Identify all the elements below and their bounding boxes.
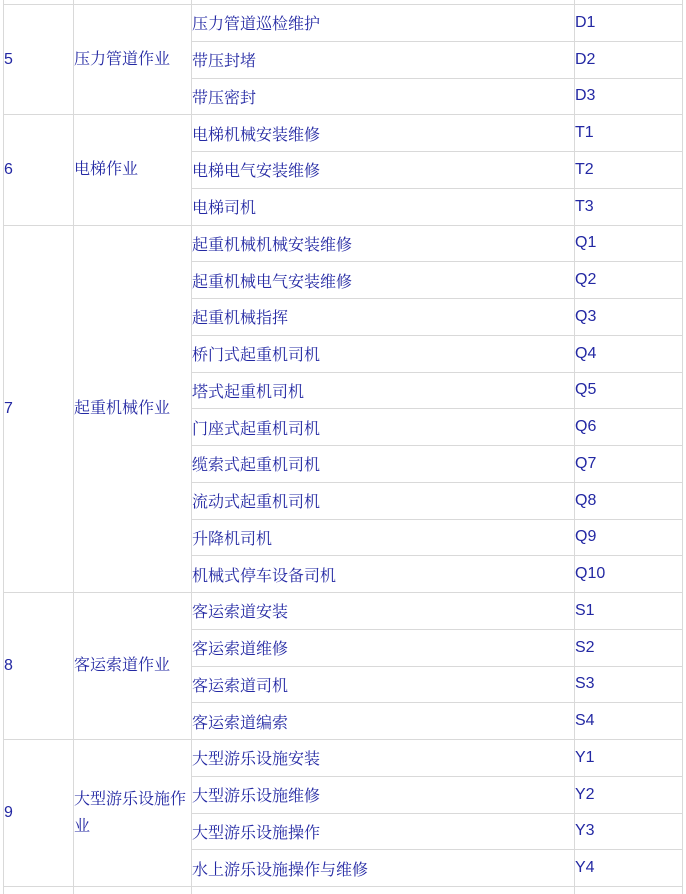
category-cell: 客运索道作业 xyxy=(74,593,192,740)
operations-table xyxy=(3,0,683,894)
category-cell: 压力管道作业 xyxy=(74,5,192,115)
code-cell: T2 xyxy=(575,152,683,189)
serial-number-cell xyxy=(4,887,74,894)
serial-number-cell: 7 xyxy=(4,225,74,593)
item-cell: 客运索道编索 xyxy=(192,703,575,740)
item-cell: 大型游乐设施维修 xyxy=(192,776,575,813)
code-cell xyxy=(575,887,683,894)
serial-number-cell: 5 xyxy=(4,5,74,115)
item-cell: 起重机械电气安装维修 xyxy=(192,262,575,299)
category-cell xyxy=(74,887,192,894)
code-cell: D2 xyxy=(575,41,683,78)
table-row xyxy=(4,593,683,630)
item-cell xyxy=(192,887,575,894)
code-cell: S3 xyxy=(575,666,683,703)
code-cell: Q5 xyxy=(575,372,683,409)
code-cell: Q8 xyxy=(575,482,683,519)
item-cell: 升降机司机 xyxy=(192,519,575,556)
item-cell: 电梯电气安装维修 xyxy=(192,152,575,189)
item-cell: 大型游乐设施操作 xyxy=(192,813,575,850)
table-row xyxy=(4,740,683,777)
code-cell: T1 xyxy=(575,115,683,152)
serial-number-cell: 8 xyxy=(4,593,74,740)
category-cell: 大型游乐设施作业 xyxy=(74,740,192,887)
code-cell: Q7 xyxy=(575,446,683,483)
item-cell: 流动式起重机司机 xyxy=(192,482,575,519)
code-cell: Q3 xyxy=(575,299,683,336)
serial-number-cell: 6 xyxy=(4,115,74,225)
item-cell: 缆索式起重机司机 xyxy=(192,446,575,483)
code-cell: Q2 xyxy=(575,262,683,299)
item-cell: 客运索道维修 xyxy=(192,629,575,666)
item-cell: 电梯机械安装维修 xyxy=(192,115,575,152)
code-cell: Q6 xyxy=(575,409,683,446)
code-cell: Q4 xyxy=(575,335,683,372)
item-cell: 压力管道巡检维护 xyxy=(192,5,575,42)
item-cell: 桥门式起重机司机 xyxy=(192,335,575,372)
table-row xyxy=(4,115,683,152)
cropped-row-bottom xyxy=(4,887,683,894)
code-cell: D1 xyxy=(575,5,683,42)
code-cell: Y3 xyxy=(575,813,683,850)
item-cell: 起重机械指挥 xyxy=(192,299,575,336)
category-cell: 起重机械作业 xyxy=(74,225,192,593)
item-cell: 带压封堵 xyxy=(192,41,575,78)
code-cell: S4 xyxy=(575,703,683,740)
table-row xyxy=(4,5,683,42)
code-cell: S2 xyxy=(575,629,683,666)
code-cell: Q1 xyxy=(575,225,683,262)
item-cell: 客运索道安装 xyxy=(192,593,575,630)
item-cell: 客运索道司机 xyxy=(192,666,575,703)
code-cell: T3 xyxy=(575,188,683,225)
code-cell: Y4 xyxy=(575,850,683,887)
code-cell: S1 xyxy=(575,593,683,630)
item-cell: 带压密封 xyxy=(192,78,575,115)
item-cell: 塔式起重机司机 xyxy=(192,372,575,409)
table-row xyxy=(4,225,683,262)
code-cell: Q10 xyxy=(575,556,683,593)
code-cell: D3 xyxy=(575,78,683,115)
code-cell: Q9 xyxy=(575,519,683,556)
item-cell: 水上游乐设施操作与维修 xyxy=(192,850,575,887)
item-cell: 大型游乐设施安装 xyxy=(192,740,575,777)
item-cell: 起重机械机械安装维修 xyxy=(192,225,575,262)
code-cell: Y1 xyxy=(575,740,683,777)
item-cell: 机械式停车设备司机 xyxy=(192,556,575,593)
serial-number-cell: 9 xyxy=(4,740,74,887)
item-cell: 门座式起重机司机 xyxy=(192,409,575,446)
item-cell: 电梯司机 xyxy=(192,188,575,225)
code-cell: Y2 xyxy=(575,776,683,813)
category-cell: 电梯作业 xyxy=(74,115,192,225)
